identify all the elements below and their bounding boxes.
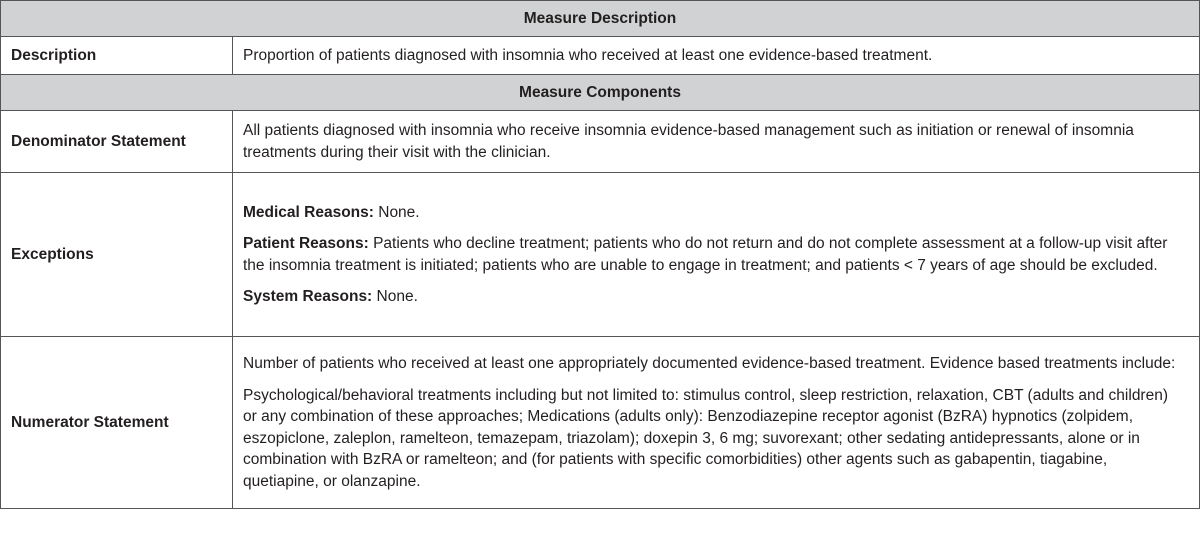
medical-reasons: [243, 202, 1179, 224]
measure-description-header: Measure Description: [1, 1, 1200, 37]
measure-description-header-row: [1, 1, 1200, 37]
measure-components-header: Measure Components: [1, 75, 1200, 111]
numerator-paragraph-2: Psychological/behavioral treatments including but not limited to: stimulus control, sleep restriction, relaxation, CBT (adults and children) or any combination of these approaches; Medications (adults only): Benzodiazepine receptor agonist (BzRA) hypnotics (zolpidem, eszopiclone, zaleplon, ramelteon, temazepam, triazolam); doxepin 3, 6 mg; suvorexant; other sedating antidepressants, alone or in combination with BzRA or ramelteon; and (for patients with specific comorbidities) other agents such as gabapentin, tiagabine, quetiapine, or olanzapine.: [243, 386, 1168, 490]
patient-reasons-text: Patients who decline treatment; patients who do not return and do not complete assessment at a follow-up visit after the insomnia treatment is initiated; patients who are unable to engage in treatment; and patients < 7 years of age should be excluded.: [243, 235, 1168, 274]
system-reasons-text: None.: [372, 288, 418, 305]
description-label: Description: [1, 37, 233, 75]
description-text: Proportion of patients diagnosed with insomnia who received at least one evidence-based treatment.: [233, 37, 1200, 75]
patient-reasons-label: Patient Reasons:: [243, 235, 369, 252]
numerator-label: Numerator Statement: [1, 337, 233, 509]
numerator-paragraph-1: Number of patients who received at least one appropriately documented evidence-based treatment. Evidence based treatments include:: [243, 355, 1176, 372]
description-row: [1, 37, 1200, 75]
numerator-row: [1, 337, 1200, 509]
exceptions-label: Exceptions: [1, 173, 233, 337]
denominator-text: All patients diagnosed with insomnia who receive insomnia evidence-based management such as initiation or renewal of insomnia treatments during their visit with the clinician.: [233, 111, 1200, 173]
measure-components-header-row: [1, 75, 1200, 111]
denominator-label: Denominator Statement: [1, 111, 233, 173]
medical-reasons-text: None.: [373, 203, 420, 221]
system-reasons: [243, 286, 1179, 308]
medical-reasons-label: Medical Reasons:: [243, 203, 374, 221]
denominator-row: [1, 111, 1200, 173]
system-reasons-label: System Reasons:: [243, 288, 373, 305]
exceptions-row: [1, 173, 1200, 337]
exceptions-content: [233, 173, 1200, 337]
numerator-content: [233, 337, 1200, 509]
patient-reasons: [243, 233, 1179, 276]
